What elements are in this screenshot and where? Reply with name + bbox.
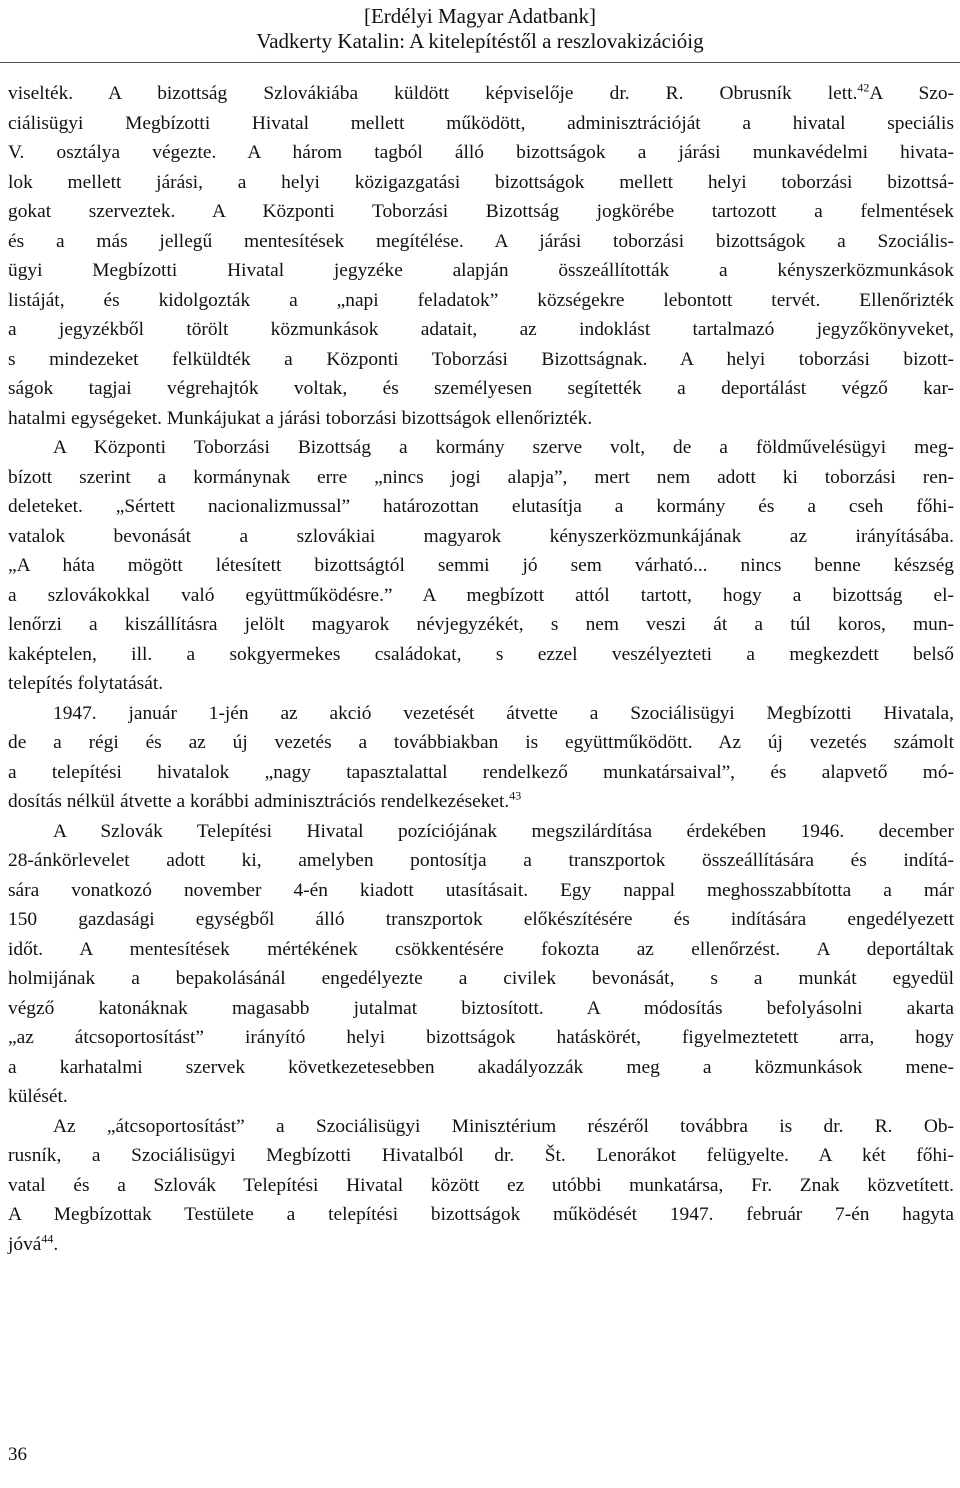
line-text: a szlovákokkal való együttműködésre.” A megbízott attól tartott, hogy a bizottság el- [8, 584, 954, 606]
text-line [8, 433, 954, 463]
line-text: de a régi és az új vezetés a továbbiakban is együttműködött. Az új vezetés számolt [8, 732, 954, 753]
text-line [8, 758, 954, 788]
page-number: 36 [8, 1444, 27, 1465]
text-line [8, 994, 954, 1024]
line-text: viselték. A bizottság Szlovákiába küldött képviselője dr. R. Obrusník lett. [8, 83, 858, 104]
text-line [8, 227, 954, 257]
text-line [8, 197, 954, 227]
line-text: Az „átcsoportosítást” a Szociálisügyi Minisztérium részéről továbbra is dr. R. Ob- [53, 1115, 954, 1137]
text-line [8, 699, 954, 729]
text-line [8, 1230, 954, 1260]
text-line [8, 876, 954, 906]
text-line [8, 463, 954, 493]
text-line [8, 817, 954, 847]
header-database-name: [Erdélyi Magyar Adatbank] [363, 4, 597, 28]
line-text: a telepítési hivatalok „nagy tapasztalattal rendelkező munkatársaival”, és alapvető mó- [8, 761, 954, 783]
line-text: A Megbízottak Testülete a telepítési bizottságok működését 1947. február 7-én hagyta [8, 1204, 954, 1225]
text-line [8, 404, 954, 434]
line-text-continued: A Szo- [869, 83, 954, 104]
line-text: ügyi Megbízotti Hivatal jegyzéke alapján összeállították a kényszerközmunkások [8, 260, 954, 281]
footnote-reference: 43 [509, 788, 522, 803]
text-line [8, 551, 954, 581]
line-text: vatalok bevonását a szlovákiai magyarok kényszerközmunkájának az irányításába. [8, 525, 954, 547]
line-text-continued: . [53, 1233, 59, 1255]
line-text: külését. [8, 1086, 68, 1107]
text-line [8, 787, 954, 817]
line-text: lok mellett járási, a helyi közigazgatási bizottságok mellett helyi toborzási bizottsá- [8, 171, 954, 193]
line-text: végző katonáknak magasabb jutalmat biztosított. A módosítás befolyásolni akarta [8, 997, 954, 1019]
line-text: sára vonatkozó november 4-én kiadott utasításait. Egy nappal meghosszabbította a már [8, 879, 954, 901]
header-divider [0, 62, 960, 63]
line-text: telepítés folytatását. [8, 673, 164, 694]
line-text: V. osztálya végezte. A három tagból álló bizottságok a járási munkavédelmi hivata- [8, 142, 954, 163]
text-line [8, 1112, 954, 1142]
text-line [8, 905, 954, 935]
line-text: „A háta mögött létesített bizottságtól semmi jó sem várható... nincs benne készség [8, 555, 954, 576]
text-line [8, 846, 954, 876]
text-line [8, 109, 954, 139]
line-text: jóvá [8, 1233, 42, 1255]
header-author-title: Vadkerty Katalin: A kitelepítéstől a reszlovakizációig [256, 29, 704, 53]
line-text: „az átcsoportosítást” irányító helyi bizottságok hatáskörét, figyelmeztetett arra, hogy [8, 1027, 954, 1048]
line-text: bízott szerint a kormánynak erre „nincs jogi alapja”, mert nem adott ki toborzási ren- [8, 466, 954, 488]
line-text: lenőrzi a kiszállításra jelölt magyarok névjegyzékét, s nem veszi át a túl koros, mun- [8, 614, 954, 635]
text-line [8, 1171, 954, 1201]
footnote-reference: 42 [857, 80, 870, 95]
line-text: ságok tagjai végrehajtók voltak, és személyesen segítették a deportálást végző kar- [8, 378, 954, 399]
text-line [8, 286, 954, 316]
text-line [8, 581, 954, 611]
text-line [8, 935, 954, 965]
text-line [8, 315, 954, 345]
text-line [8, 964, 954, 994]
line-text: gokat szerveztek. A Központi Toborzási Bizottság jogkörébe tartozott a felmentések [8, 201, 954, 222]
running-header [0, 4, 960, 54]
line-text: vatal és a Szlovák Telepítési Hivatal között ez utóbbi munkatársa, Fr. Znak közvetített. [8, 1174, 954, 1196]
line-text: A Szlovák Telepítési Hivatal pozíciójának megszilárdítása érdekében 1946. december [53, 820, 954, 842]
text-line [8, 1141, 954, 1171]
text-line [8, 256, 954, 286]
line-text: s mindezeket felküldték a Központi Toborzási Bizottságnak. A helyi toborzási bizott- [8, 348, 954, 370]
text-line [8, 168, 954, 198]
text-line [8, 1082, 954, 1112]
text-line [8, 345, 954, 375]
body-text [8, 79, 954, 1259]
line-text: és a más jellegű mentesítések megítélése. A járási toborzási bizottságok a Szociális- [8, 230, 954, 252]
line-text: 150 gazdasági egységből álló transzportok előkészítésére és indítására engedélyezett [8, 909, 954, 930]
text-line [8, 610, 954, 640]
text-line [8, 728, 954, 758]
line-text: rusník, a Szociálisügyi Megbízotti Hivatalból dr. Št. Lenorákot felügyelte. A két főhi- [8, 1145, 954, 1166]
line-text: a karhatalmi szervek következetesebben akadályozzák meg a közmunkások mene- [8, 1056, 954, 1078]
line-text: 1947. január 1-jén az akció vezetését átvette a Szociálisügyi Megbízotti Hivatala, [53, 702, 954, 724]
line-text: ciálisügyi Megbízotti Hivatal mellett működött, adminisztrációját a hivatal speciális [8, 112, 954, 134]
text-line [8, 492, 954, 522]
text-line [8, 79, 954, 109]
line-text: a jegyzékből törölt közmunkások adatait, az indoklást tartalmazó jegyzőkönyveket, [8, 319, 954, 340]
line-text: holmijának a bepakolásánál engedélyezte a civilek bevonását, s a munkát egyedül [8, 968, 954, 989]
text-line [8, 374, 954, 404]
line-text: kaképtelen, ill. a sokgyermekes családokat, s ezzel veszélyezteti a megkezdett belső [8, 643, 954, 665]
text-line [8, 1200, 954, 1230]
line-text: 28-ánkörlevelet adott ki, amelyben pontosítja a transzportok összeállítására és indítá- [8, 850, 954, 871]
text-line [8, 669, 954, 699]
text-line [8, 522, 954, 552]
text-line [8, 138, 954, 168]
line-text: hatalmi egységeket. Munkájukat a járási toborzási bizottságok ellenőrizték. [8, 407, 593, 429]
text-line [8, 640, 954, 670]
line-text: A Központi Toborzási Bizottság a kormány szerve volt, de a földművelésügyi meg- [53, 437, 954, 458]
footnote-reference: 44 [41, 1231, 54, 1246]
line-text: listáját, és kidolgozták a „napi feladatok” községekre lebontott tervét. Ellenőrizték [8, 289, 954, 311]
line-text: deleteket. „Sértett nacionalizmussal” határozottan elutasítja a kormány és a cseh főhi- [8, 496, 954, 517]
line-text: dosítás nélkül átvette a korábbi adminisztrációs rendelkezéseket. [8, 791, 510, 812]
text-line [8, 1023, 954, 1053]
text-line [8, 1053, 954, 1083]
line-text: időt. A mentesítések mértékének csökkentésére fokozta az ellenőrzést. A deportáltak [8, 938, 954, 960]
